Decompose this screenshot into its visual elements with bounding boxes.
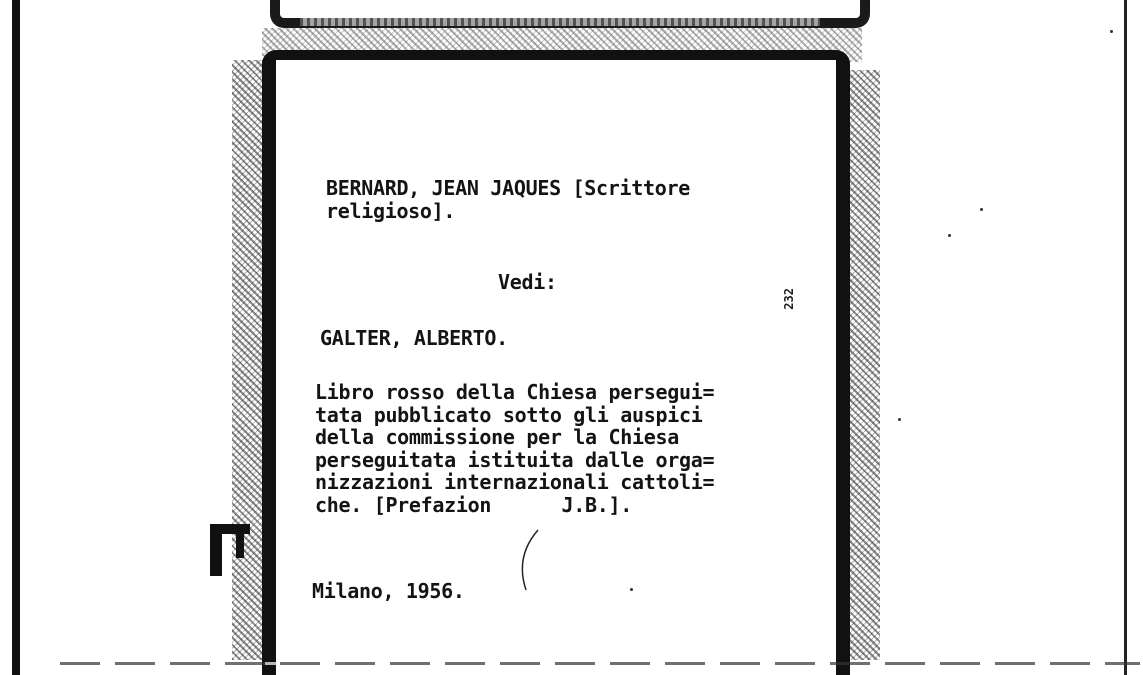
referenced-author: GALTER, ALBERTO. — [320, 326, 508, 350]
scan-edge-right — [1124, 0, 1127, 675]
card-side-number: 232 — [782, 288, 796, 310]
place-and-year: Milano, 1956. — [312, 579, 465, 603]
previous-card-shadow — [300, 18, 820, 26]
scan-edge-left — [12, 0, 20, 675]
black-stamp-mark-icon — [208, 520, 254, 580]
book-description: Libro rosso della Chiesa persegui= tata pubblicato sotto gli auspici della commissione per la Chiesa perseguitata istituita dalle orga= nizzazioni internazionali cattoli= che. [Prefazion J.B.]. — [315, 380, 715, 517]
card-heading: BERNARD, JEAN JAQUES [Scrittore religioso]. — [326, 176, 690, 223]
pencil-mark-icon — [516, 528, 546, 598]
scan-bottom-border — [60, 662, 1140, 665]
see-reference-label: Vedi: — [498, 270, 557, 294]
